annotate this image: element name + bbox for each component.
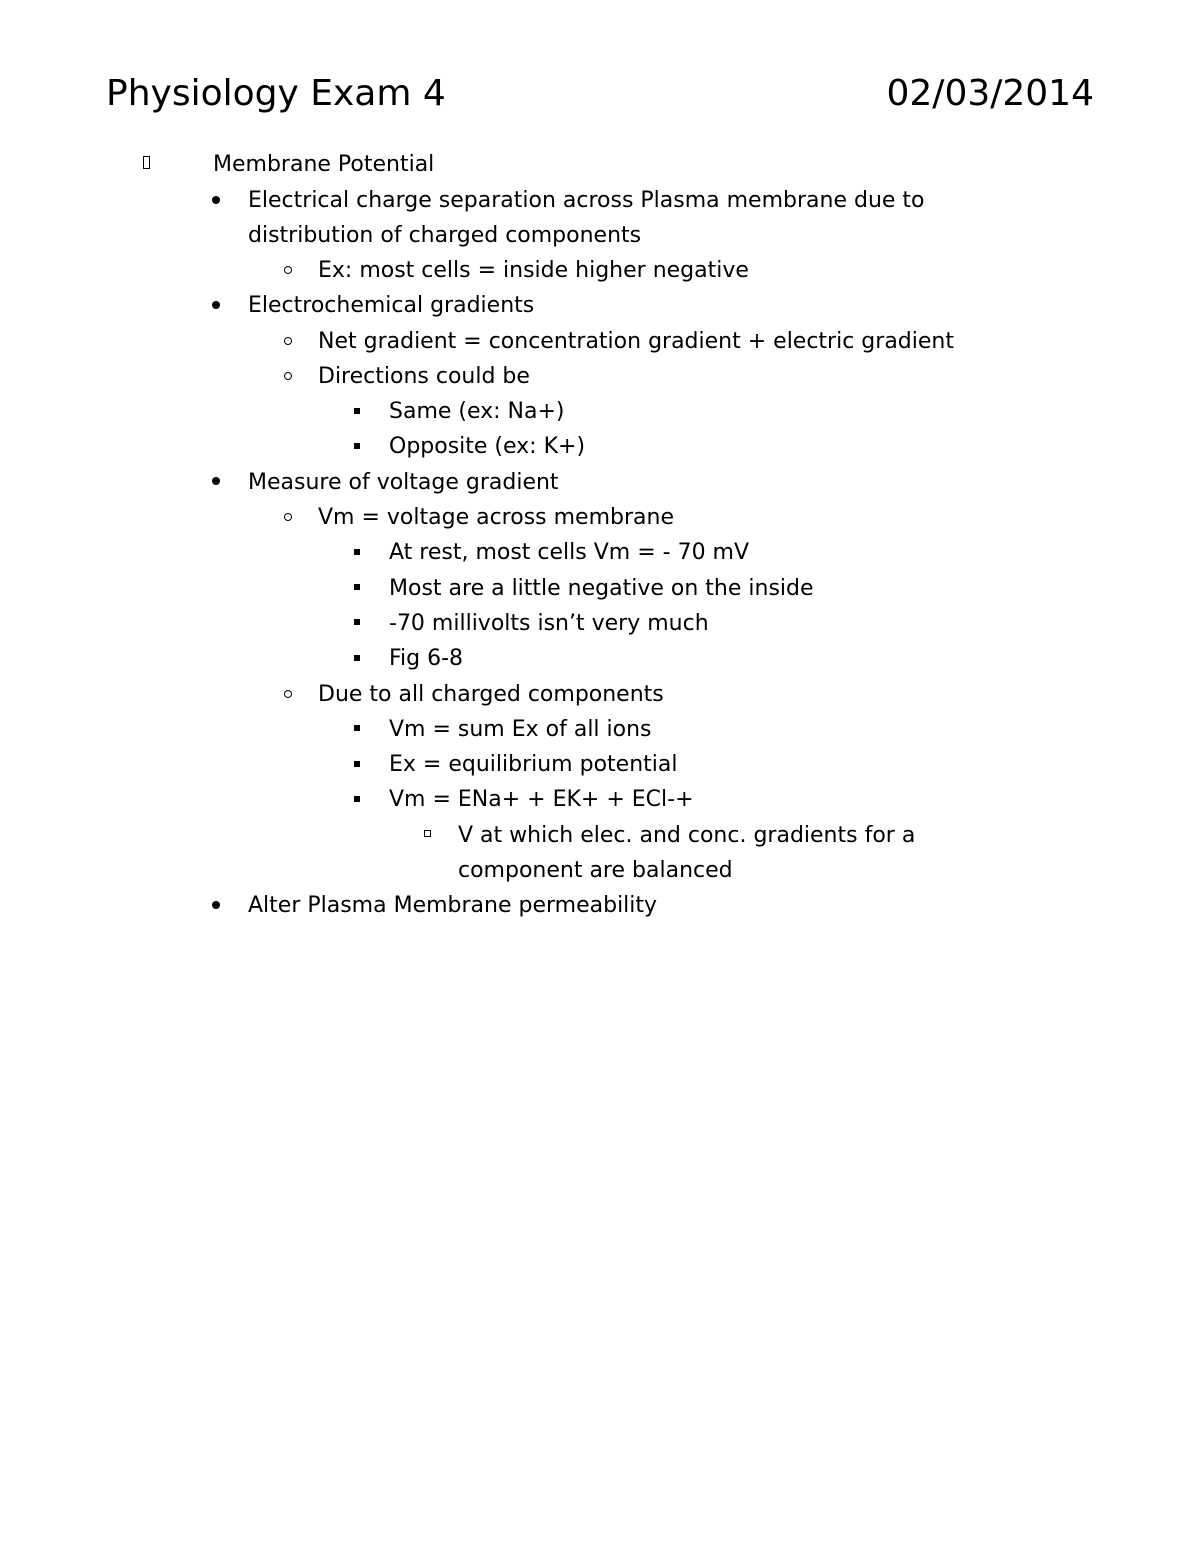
list-item-continuation: distribution of charged components [248,223,642,248]
disc-bullet-icon [212,301,220,309]
hollow-square-bullet-icon [424,830,431,837]
list-item: Electrical charge separation across Plasma membrane due to [248,188,925,213]
list-item: Ex: most cells = inside higher negative [318,258,749,283]
square-bullet-icon [354,655,360,661]
list-item: Vm = voltage across membrane [318,505,674,530]
square-bullet-icon [354,619,360,625]
square-bullet-icon [354,761,360,767]
list-item: Measure of voltage gradient [248,470,559,495]
list-item: Most are a little negative on the inside [389,576,814,601]
page-title: Physiology Exam 4 [106,73,446,114]
circle-bullet-icon [284,337,292,345]
circle-bullet-icon [284,266,292,274]
list-item: Directions could be [318,364,530,389]
list-item: Electrochemical gradients [248,293,535,318]
list-item: -70 millivolts isn’t very much [389,611,709,636]
disc-bullet-icon [212,196,220,204]
square-bullet-icon [354,725,360,731]
square-bullet-icon [354,549,360,555]
circle-bullet-icon [284,690,292,698]
list-item: Net gradient = concentration gradient + electric gradient [318,329,954,354]
circle-bullet-icon [284,372,292,380]
placeholder-box-icon [143,156,150,169]
topic-heading: Membrane Potential [213,152,435,177]
list-item: Vm = sum Ex of all ions [389,717,652,742]
list-item: Vm = ENa+ + EK+ + ECl-+ [389,787,694,812]
page-date: 02/03/2014 [886,73,1094,114]
disc-bullet-icon [212,901,220,909]
square-bullet-icon [354,443,360,449]
circle-bullet-icon [284,513,292,521]
square-bullet-icon [354,408,360,414]
list-item: Alter Plasma Membrane permeability [248,893,658,918]
list-item: Fig 6-8 [389,646,464,671]
list-item-continuation: component are balanced [458,858,733,883]
list-item: Same (ex: Na+) [389,399,565,424]
list-item: At rest, most cells Vm = - 70 mV [389,540,750,565]
list-item: V at which elec. and conc. gradients for a [458,823,916,848]
square-bullet-icon [354,584,360,590]
square-bullet-icon [354,796,360,802]
list-item: Due to all charged components [318,682,664,707]
list-item: Ex = equilibrium potential [389,752,678,777]
list-item: Opposite (ex: K+) [389,434,586,459]
disc-bullet-icon [212,477,220,485]
